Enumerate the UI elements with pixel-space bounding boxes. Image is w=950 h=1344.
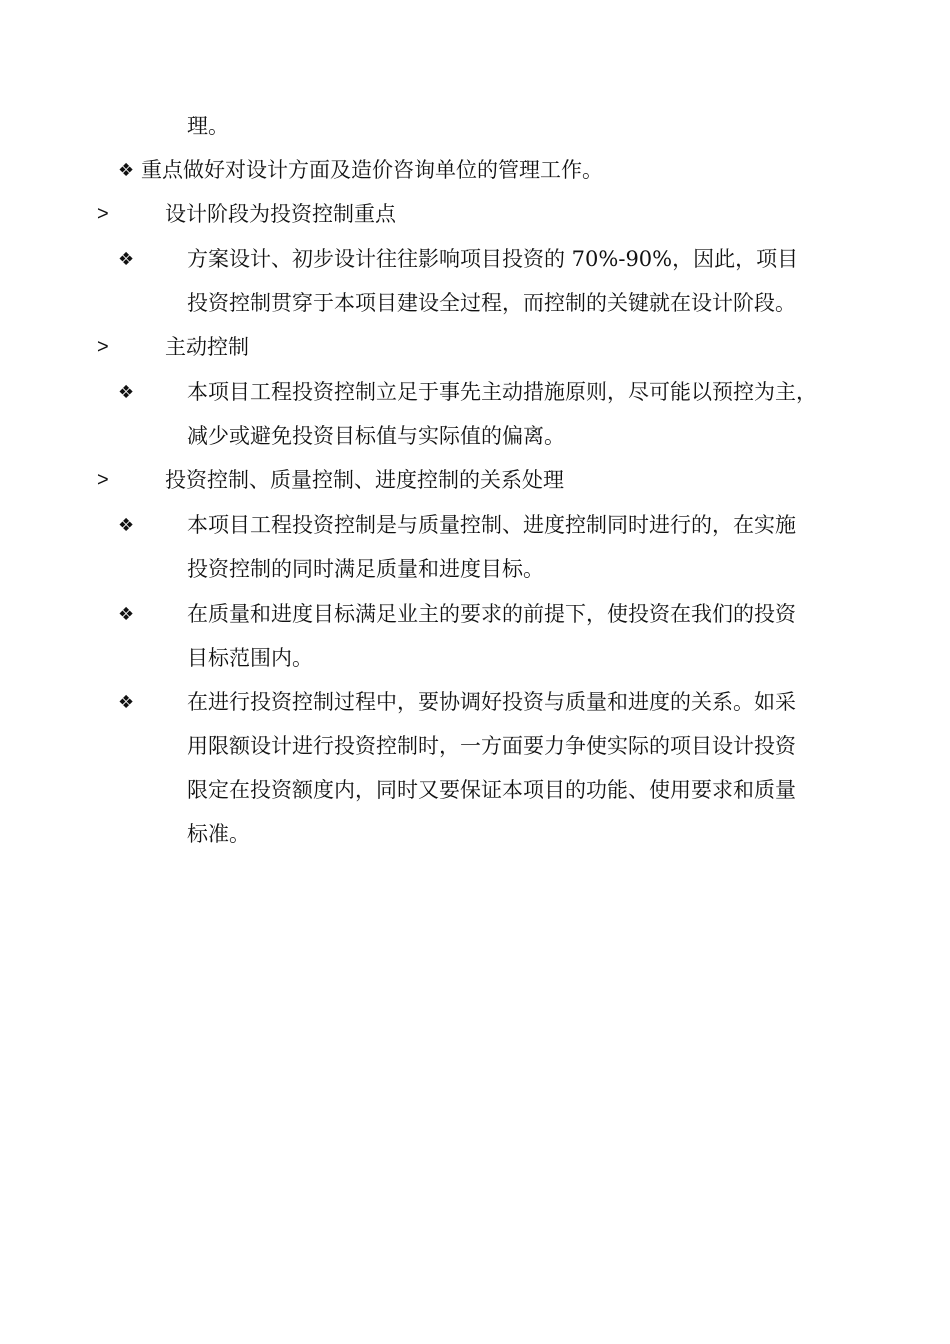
section-heading: 主动控制: [165, 335, 249, 359]
diamond-bullet-icon: ❖: [118, 692, 135, 713]
arrow-bullet-icon: >: [97, 336, 109, 358]
list-item-line: 减少或避免投资目标值与实际值的偏离。: [187, 424, 565, 448]
list-item-line: 标准。: [187, 822, 250, 846]
diamond-bullet-icon: ❖: [118, 382, 135, 403]
list-item-line: 在进行投资控制过程中，要协调好投资与质量和进度的关系。如采: [187, 690, 796, 714]
list-item-line: 目标范围内。: [187, 646, 313, 670]
section-heading: 设计阶段为投资控制重点: [165, 202, 396, 226]
list-item-line: 方案设计、初步设计往往影响项目投资的 70%-90%，因此，项目: [187, 247, 799, 271]
list-item-line: 本项目工程投资控制立足于事先主动措施原则，尽可能以预控为主，: [187, 380, 817, 404]
list-item-line: 在质量和进度目标满足业主的要求的前提下，使投资在我们的投资: [187, 602, 796, 626]
diamond-bullet-icon: ❖: [118, 515, 135, 536]
section-heading: 投资控制、质量控制、进度控制的关系处理: [165, 468, 564, 492]
diamond-bullet-icon: ❖: [118, 160, 135, 181]
arrow-bullet-icon: >: [97, 469, 109, 491]
diamond-bullet-icon: ❖: [118, 249, 135, 270]
arrow-bullet-icon: >: [97, 203, 109, 225]
list-item-line: 用限额设计进行投资控制时，一方面要力争使实际的项目设计投资: [187, 734, 796, 758]
list-item-line: 投资控制贯穿于本项目建设全过程，而控制的关键就在设计阶段。: [187, 291, 796, 315]
list-item-line: 限定在投资额度内，同时又要保证本项目的功能、使用要求和质量: [187, 778, 796, 802]
paragraph-text: 重点做好对设计方面及造价咨询单位的管理工作。: [141, 158, 603, 182]
list-item-line: 本项目工程投资控制是与质量控制、进度控制同时进行的，在实施: [187, 513, 796, 537]
list-item-line: 投资控制的同时满足质量和进度目标。: [187, 557, 544, 581]
continuation-text: 理。: [187, 114, 229, 138]
diamond-bullet-icon: ❖: [118, 604, 135, 625]
